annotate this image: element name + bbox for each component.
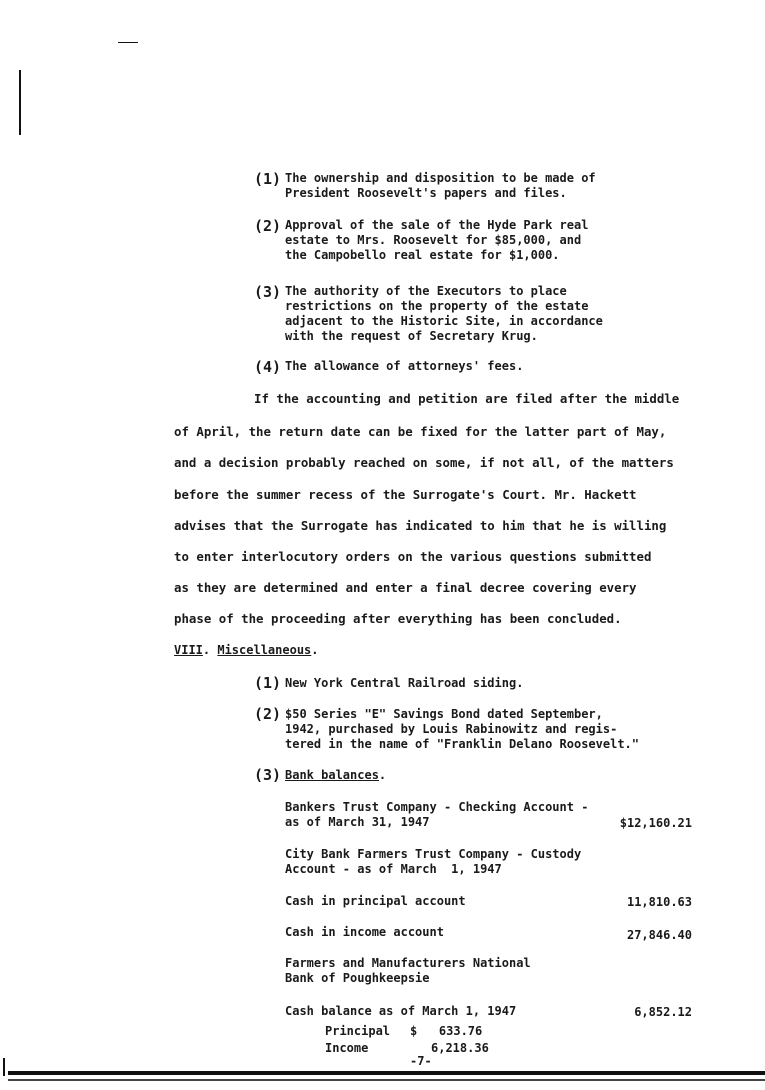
- bottom-left-corner-mark: [3, 1058, 5, 1076]
- item-number: (4): [254, 358, 282, 376]
- bankers-trust-line: Bankers Trust Company - Checking Account -: [285, 800, 589, 814]
- income-amount: 27,846.40: [626, 928, 692, 942]
- item-number: (2): [254, 217, 282, 235]
- paragraph-line: phase of the proceeding after everything has been concluded.: [174, 611, 622, 626]
- paragraph-line: of April, the return date can be fixed for the latter part of May,: [174, 424, 667, 439]
- paragraph-line: before the summer recess of the Surrogate's Court. Mr. Hackett: [174, 487, 637, 502]
- city-bank-line: City Bank Farmers Trust Company - Custody: [285, 847, 582, 861]
- item-number: (3): [254, 283, 282, 301]
- city-bank-line: Account - as of March 1, 1947: [285, 862, 502, 876]
- item-text-line: President Roosevelt's papers and files.: [285, 186, 567, 200]
- principal-label: Cash in principal account: [285, 894, 466, 908]
- sub-principal-label: Principal: [325, 1024, 391, 1038]
- item-text-line: restrictions on the property of the estate: [285, 299, 589, 313]
- item-text-line: $50 Series "E" Savings Bond dated September,: [285, 707, 603, 721]
- item-text-line: 1942, purchased by Louis Rabinowitz and regis-: [285, 722, 618, 736]
- sub-principal-amount: $ 633.76: [410, 1024, 483, 1038]
- item-text-line: adjacent to the Historic Site, in accordance: [285, 314, 603, 328]
- sub-income-amount: 6,218.36: [431, 1041, 489, 1055]
- farmers-line: Farmers and Manufacturers National: [285, 956, 531, 970]
- bottom-scan-edge: [8, 1071, 765, 1075]
- item-number: (3): [254, 766, 282, 784]
- section-title: Miscellaneous: [217, 643, 312, 657]
- paragraph-line: and a decision probably reached on some, if not all, of the matters: [174, 455, 674, 470]
- item-text-line: The allowance of attorneys' fees.: [285, 359, 524, 373]
- bank-balances-heading: Bank balances.: [285, 768, 387, 782]
- paragraph-line: as they are determined and enter a final decree covering every: [174, 580, 637, 595]
- item-text-line: tered in the name of "Franklin Delano Roosevelt.": [285, 737, 640, 751]
- section-sep: .: [202, 643, 218, 657]
- item-text-line: Approval of the sale of the Hyde Park real: [285, 218, 589, 232]
- top-dash-mark: [118, 42, 138, 43]
- paragraph-line: advises that the Surrogate has indicated to him that he is willing: [174, 518, 667, 533]
- paragraph-line: If the accounting and petition are filed after the middle: [254, 391, 680, 406]
- item-text-line: the Campobello real estate for $1,000.: [285, 248, 560, 262]
- item-text-line: with the request of Secretary Krug.: [285, 329, 538, 343]
- item-text-line: The ownership and disposition to be made of: [285, 171, 596, 185]
- income-label: Cash in income account: [285, 925, 444, 939]
- item-number: (1): [254, 674, 282, 692]
- cash-balance-amount: 6,852.12: [634, 1005, 692, 1019]
- left-margin-mark: [19, 70, 21, 135]
- sub-income-label: Income: [325, 1041, 369, 1055]
- item-number: (1): [254, 170, 282, 188]
- item-text-line: The authority of the Executors to place: [285, 284, 567, 298]
- cash-balance-label: Cash balance as of March 1, 1947: [285, 1004, 517, 1018]
- item-text-line: New York Central Railroad siding.: [285, 676, 524, 690]
- section-number: VIII: [174, 643, 203, 657]
- paragraph-line: to enter interlocutory orders on the various questions submitted: [174, 549, 652, 564]
- bankers-trust-amount: $12,160.21: [619, 816, 692, 830]
- item-text-line: estate to Mrs. Roosevelt for $85,000, and: [285, 233, 582, 247]
- page-number: -7-: [410, 1054, 432, 1068]
- bottom-scan-edge-2: [8, 1079, 765, 1081]
- farmers-line: Bank of Poughkeepsie: [285, 971, 430, 985]
- item-number: (2): [254, 705, 282, 723]
- section-heading: VIII. Miscellaneous.: [174, 643, 319, 657]
- bankers-trust-line: as of March 31, 1947: [285, 815, 430, 829]
- principal-amount: 11,810.63: [626, 895, 692, 909]
